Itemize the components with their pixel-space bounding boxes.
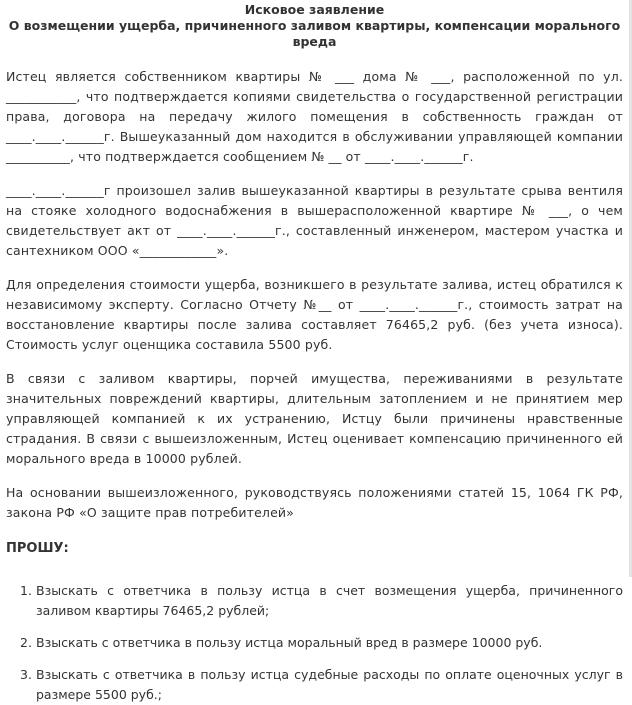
- list-item: [20, 665, 623, 705]
- paragraph-legal-basis: На основании вышеизложенного, руководствуясь положениями статей 15, 1064 ГК РФ, закона РФ «О защите прав потребителей»: [6, 485, 623, 520]
- ask-heading: ПРОШУ:: [6, 541, 69, 556]
- list-item: [20, 633, 623, 653]
- requests-list: [6, 581, 623, 705]
- document-title: Исковое заявление: [244, 2, 385, 17]
- document-subtitle: О возмещении ущерба, причиненного заливом квартиры, компенсации морального вреда: [8, 18, 621, 49]
- list-item-number: 3.: [20, 667, 32, 682]
- list-item: [20, 581, 623, 621]
- paragraph-moral-damage: В связи с заливом квартиры, порчей имущества, переживаниями в результате значительных повреждений квартиры, длительным затоплением и не принятием мер управляющей компанией к их устранению, Истцу были причинены нравственные страдания. В связи с вышеизложенным, Истец оценивает компенсацию причиненного ей морального вреда в 10000 рублей.: [6, 371, 623, 466]
- paragraph-damage-cost: Для определения стоимости ущерба, возникшего в результате залива, истец обратился к независимому эксперту. Согласно Отчету №__ от ____.____.______г., стоимость затрат на восстановление квартиры после залива составляет 76465,2 руб. (без учета износа). Стоимость услуг оценщика составила 5500 руб.: [6, 277, 623, 352]
- list-item-text: Взыскать с ответчика в пользу истца судебные расходы по оплате оценочных услуг в размере 5500 руб.;: [36, 667, 623, 702]
- paragraph-flooding: ____.____.______г произошел залив вышеуказанной квартиры в результате срыва вентиля на стояке холодного водоснабжения в вышерасположенной квартире № ___, о чем свидетельствует акт от ____.____.______г., составленный инженером, мастером участка и сантехником ООО «____________».: [6, 183, 623, 258]
- list-item-number: 2.: [20, 635, 32, 650]
- list-item-text: Взыскать с ответчика в пользу истца в счет возмещения ущерба, причиненного заливом квартиры 76465,2 рублей;: [36, 583, 623, 618]
- paragraph-ownership: Истец является собственником квартиры № ___ дома № ___, расположенной по ул. ___________, что подтверждается копиями свидетельства о государственной регистрации права, договора на передачу жилого помещения в собственность граждан от ____.____.______г. Вышеуказанный дом находится в обслуживании управляющей компании __________, что подтверждается сообщением № __ от ____.____.______г.: [6, 69, 623, 164]
- list-item-number: 1.: [20, 583, 32, 598]
- list-item-text: Взыскать с ответчика в пользу истца моральный вред в размере 10000 руб.: [36, 635, 543, 650]
